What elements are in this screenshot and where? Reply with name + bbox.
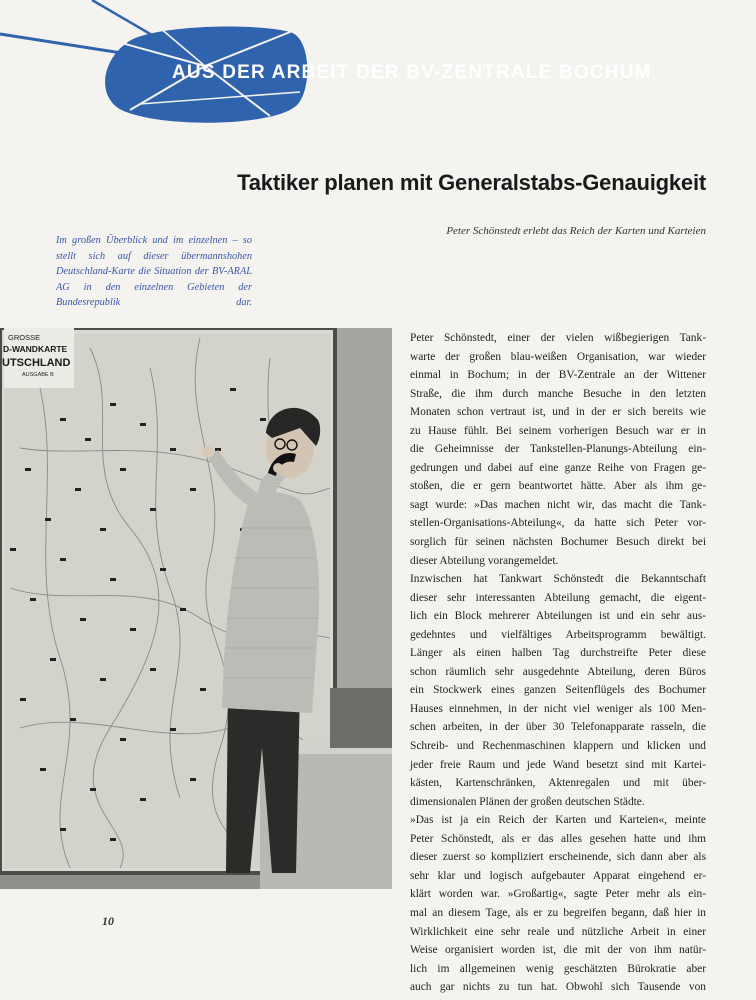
body-line: Peter Schönstedt, einer der vielen wißbegierigen Tank- <box>410 332 706 344</box>
body-line: Weise organisiert worden ist, die mit der von ihm natür- <box>410 944 706 957</box>
section-title: AUS DER ARBEIT DER BV-ZENTRALE BOCHUM <box>172 62 652 83</box>
body-line: dieser Abteilung vorangemeldet. <box>410 554 559 567</box>
body-line: jeder freie Raum und jede Wand besetzt sind mit Kartei- <box>410 758 706 771</box>
body-line: lich im allgemeinen wenig geschätzten Bürokratie aber <box>410 962 706 975</box>
body-line: schen arbeiten, in der über 30 Telefonapparate rasseln, die <box>410 721 706 734</box>
svg-text:AUSGABE B: AUSGABE B <box>22 372 54 378</box>
photo-caption: Im großen Überblick und im einzelnen – so stellt sich auf dieser übermannshohen Deutschland-Karte die Situation der BV-ARAL AG in den einzelnen Gebieten der Bundesrepublik dar. <box>56 235 252 308</box>
svg-text:UTSCHLAND: UTSCHLAND <box>2 357 71 369</box>
body-line: auch gar nichts zu tun hat. Obwohl sich Tausende von <box>410 981 706 994</box>
svg-text:D-WANDKARTE: D-WANDKARTE <box>3 344 68 354</box>
body-line: »Das ist ja ein Reich der Karten und Karteien«, meinte <box>410 814 706 827</box>
body-line: sorglich für seinen nächsten Bochumer Besuch direkt bei <box>410 536 706 549</box>
body-line: ein Stockwerk eines ganzen Seitenflügels des Bochumer <box>410 684 706 697</box>
body-line: mal an diesem Tage, als er zu begreifen begann, daß hier in <box>410 906 706 919</box>
body-line: schon räumlich sehr ausgedehnte Abteilung, deren Büros <box>410 665 706 678</box>
body-line: stoßen, die er gern beantwortet hätte. Aber als ihm ge- <box>410 480 706 493</box>
body-line: gedrungen und dabei auf eine ganze Reihe von Fragen ge- <box>410 461 706 474</box>
body-line: Schreib- und Rechenmaschinen klappern und klicken und <box>410 740 706 753</box>
body-line: stellen-Organisations-Abteilung«, da hatte sich Peter vor- <box>410 517 706 530</box>
page-number: 10 <box>102 914 114 928</box>
photo-man-at-wall-map <box>0 328 392 889</box>
article-body <box>410 329 706 997</box>
body-line: sehr klar und logisch aufgebauter Apparat eingehend er- <box>410 869 706 882</box>
body-line: gedehntes und vielfältiges Arbeitsprogramm bewältigt. <box>410 628 706 641</box>
body-line: einmal in Bochum; in der BV-Zentrale an der Wittener <box>410 369 706 382</box>
body-line: Straße, die ihm durch manche Besuche in den letzten <box>410 387 706 400</box>
body-line: sagt wurde: »Das machen nicht wir, das macht die Tank- <box>410 498 706 511</box>
body-line: Wirklichkeit eine sehr reale und nützliche Arbeit in einer <box>410 925 706 938</box>
body-line: kästen, Kartenschränken, Aktenregalen und mit über- <box>410 777 706 790</box>
svg-text:GROSSE: GROSSE <box>8 333 41 342</box>
body-line: zu Hause fühlt. Bei seinem vorherigen Besuch war er in <box>410 424 706 437</box>
body-line: Peter Schönstedt, als er das alles gesehen hatte und ihm <box>410 832 706 845</box>
body-line: dimensionalen Plänen der großen deutschen Städte. <box>410 795 645 808</box>
body-line: Hauses einnehmen, in der nicht viel weniger als 100 Men- <box>410 702 706 715</box>
body-line: lich ein Block mehrerer Abteilungen ist und ein sehr aus- <box>410 610 706 623</box>
article-subtitle: Peter Schönstedt erlebt das Reich der Karten und Karteien <box>446 225 706 237</box>
body-line: warte der großen blau-weißen Organisation, war wieder <box>410 350 706 363</box>
body-line: dieser sehr interessanten Abteilung gemacht, die eigent- <box>410 591 706 604</box>
body-line: klärt worden war. »Großartig«, sagte Peter mehr als ein- <box>410 888 706 901</box>
body-line: Länger als einen halben Tag durchstreifte Peter diese <box>410 647 706 660</box>
article-headline: Taktiker planen mit Generalstabs-Genauigkeit <box>237 170 706 195</box>
body-line: dieser zuerst so kompliziert erscheinende, sich dann aber als <box>410 851 706 864</box>
body-line: Inzwischen hat Tankwart Schönstedt die Bekanntschaft <box>410 573 706 586</box>
body-line: die Geheimnisse der Tankstellen-Planungs-Abteilung ein- <box>410 443 706 456</box>
body-line: Monaten schon vertraut ist, und in der er sich bereits wie <box>410 406 706 419</box>
